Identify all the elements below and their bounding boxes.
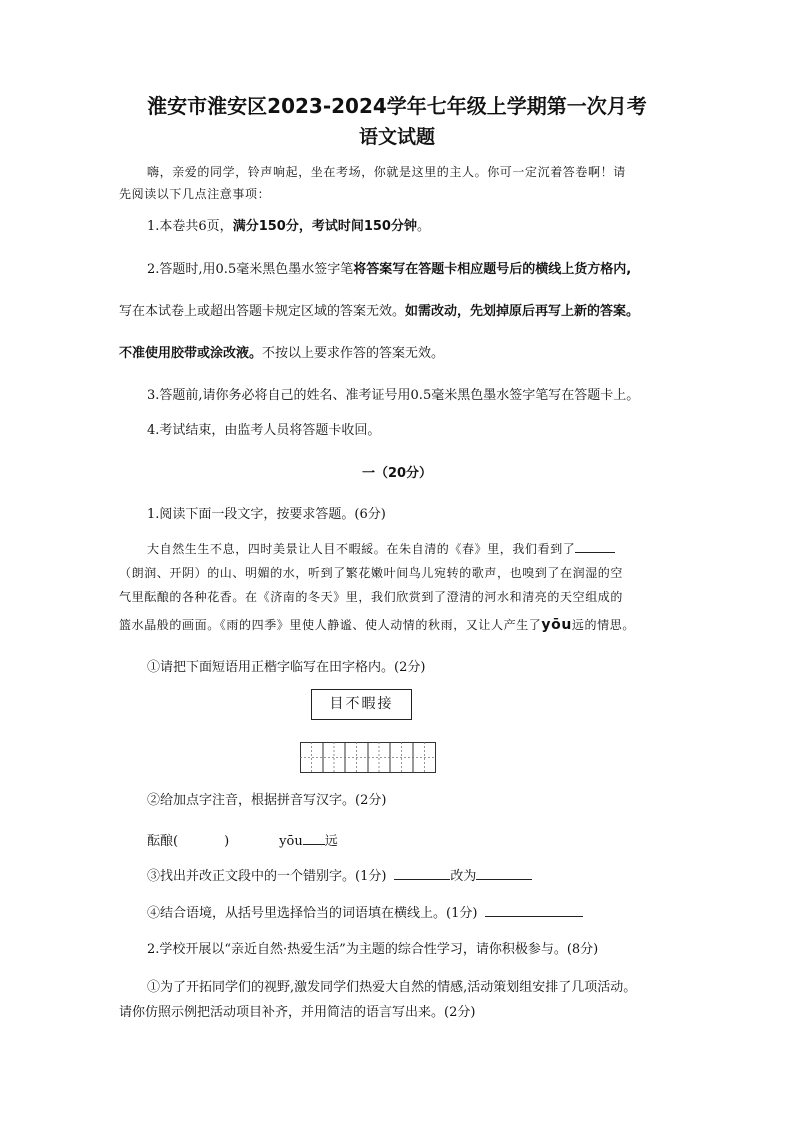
note-2-line-2 bbox=[119, 304, 639, 320]
passage-text-1: 大自然生生不息，四时美景让人目不暇綏。在朱自清的《春》里，我们看到了 bbox=[147, 542, 576, 556]
sub-question-2-answers bbox=[147, 832, 338, 850]
question-2-prompt: 2.学校开展以“亲近自然·热爱生活”为主题的综合性学习，请你积极参与。(8分) bbox=[147, 942, 599, 957]
passage-line-1 bbox=[147, 540, 615, 557]
sub-question-4 bbox=[147, 904, 583, 922]
passage-text-4-end: 远的情思。 bbox=[571, 618, 635, 632]
wrong-char-blank[interactable] bbox=[394, 867, 450, 880]
greeting-line-2: 先阅读以下几点注意事项： bbox=[119, 187, 271, 201]
note-1 bbox=[147, 219, 430, 235]
correct-char-blank[interactable] bbox=[476, 867, 532, 880]
note-2-text-f: 不按以上要求作答的答案无效。 bbox=[262, 346, 445, 361]
sub-question-3 bbox=[147, 867, 532, 885]
sub-question-2: ②给加点字注音，根据拼音写汉字。(2分) bbox=[147, 793, 387, 808]
passage-text-4: 篮水晶般的画面。《雨的四季》里使人静谧、使人动情的秋雨，又让人产生了 bbox=[119, 618, 542, 632]
change-to-label: 改为 bbox=[450, 869, 477, 884]
passage-line-2: （朗润、开阴）的山、明媚的水，听到了繁花嫩叶间鸟儿宛转的歌声，也嗅到了在润湿的空 bbox=[119, 566, 624, 580]
note-3: 3.答题前,请你务必将自己的姓名、准考证号用0.5毫米黑色墨水签字笔写在答题卡上。 bbox=[147, 388, 640, 403]
note-2-line-1 bbox=[147, 262, 631, 278]
question-2-sub1-line-2: 请你仿照示例把活动项目补齐，并用简洁的语言写出来。(2分) bbox=[119, 1005, 476, 1020]
section-heading: 一（20分） bbox=[361, 466, 433, 481]
note-2-line-3 bbox=[119, 346, 444, 362]
you-word: 远 bbox=[324, 834, 338, 849]
pinyin-you: yōu bbox=[541, 617, 572, 633]
greeting-line-1: 嗨，亲爱的同学，铃声响起，坐在考场，你就是这里的主人。你可一定沉着答卷啊！请 bbox=[147, 165, 626, 179]
passage-line-3: 气里酝酿的各种花香。在《济南的冬天》里，我们欣赏到了澄清的河水和清亮的天空组成的 bbox=[119, 590, 624, 604]
note-1-text-c: 。 bbox=[416, 219, 430, 234]
question-2-sub1-line-1: ①为了开拓同学们的视野,激发同学们热爱大自然的情感,活动策划组安排了几项活动。 bbox=[147, 980, 637, 995]
note-2-text-bold-2: 如需改动，先划掉原后再写上新的答案。 bbox=[405, 304, 640, 319]
note-2-text-bold-3: 不准使用胶带或涂改液。 bbox=[119, 346, 263, 361]
note-2-text-a: 2.答题时,用0.5毫米黑色墨水签字笔 bbox=[147, 262, 354, 277]
phrase-box: 目不暇接 bbox=[311, 689, 412, 720]
yunniang-close: ) bbox=[224, 834, 230, 849]
word-choice-blank[interactable] bbox=[485, 904, 583, 917]
tianzige-grid-svg bbox=[300, 742, 436, 773]
note-1-text-a: 1.本卷共6页， bbox=[147, 219, 233, 234]
you-pinyin: yōu bbox=[279, 834, 303, 849]
sub-question-3-text: ③找出并改正文段中的一个错别字。(1分) bbox=[147, 869, 387, 884]
question-1-prompt: 1.阅读下面一段文字，按要求答题。(6分) bbox=[147, 507, 386, 522]
exam-subtitle: 语文试题 bbox=[358, 126, 435, 148]
note-2-text-bold: 将答案写在答题卡相应题号后的横线上货方格内, bbox=[353, 262, 632, 277]
you-blank[interactable] bbox=[303, 832, 325, 845]
exam-title: 淮安市淮安区2023-2024学年七年级上学期第一次月考 bbox=[147, 94, 647, 118]
note-2-text-c: 写在本试卷上或超出答题卡规定区域的答案无效。 bbox=[119, 304, 406, 319]
passage-line-4 bbox=[119, 617, 635, 633]
answer-blank bbox=[575, 540, 615, 553]
sub-question-4-text: ④结合语境，从括号里选择恰当的词语填在横线上。(1分) bbox=[147, 906, 478, 921]
tianzige-grid[interactable] bbox=[300, 742, 436, 777]
sub-question-1: ①请把下面短语用正楷字临写在田字格内。(2分) bbox=[147, 660, 426, 675]
note-4: 4.考试结束，由监考人员将答题卡收回。 bbox=[147, 423, 381, 438]
note-1-text-bold: 满分150分，考试时间150分钟 bbox=[232, 219, 417, 234]
yunniang-word: 酝酿( bbox=[147, 834, 179, 849]
